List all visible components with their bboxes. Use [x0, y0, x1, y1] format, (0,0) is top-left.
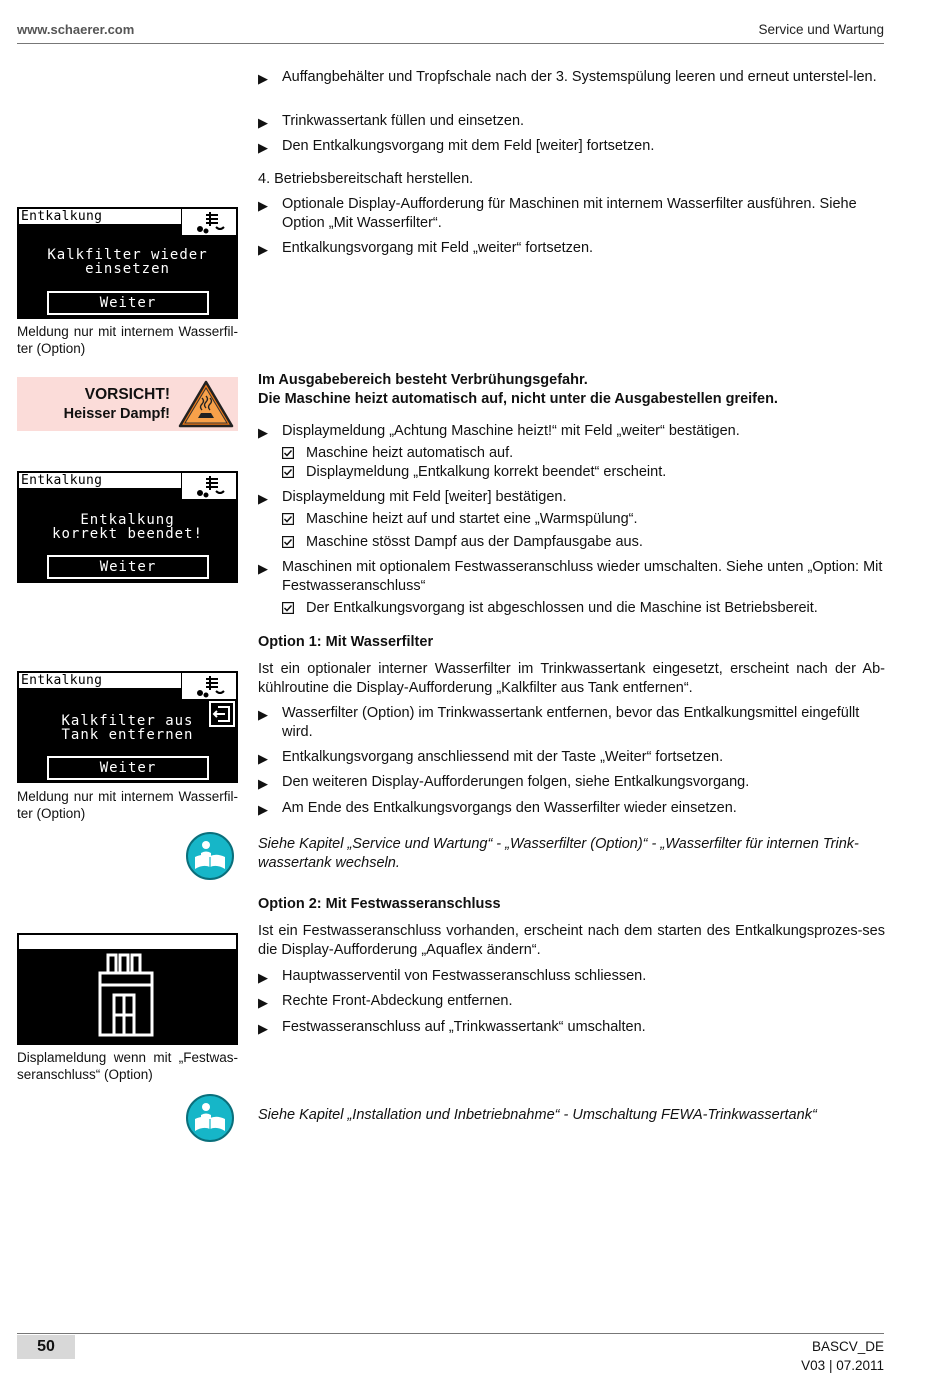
page-number: 50: [17, 1335, 75, 1359]
footer-doc-id: BASCV_DE: [811, 1339, 884, 1354]
option1-reference: Siehe Kapitel „Service und Wartung“ - „Wasserfilter (Option)“ - „Wasserfilter für internen Trink-wassertank wechseln.: [258, 836, 859, 871]
display-weiter-button[interactable]: Weiter: [47, 756, 209, 780]
read-manual-icon: [185, 1093, 235, 1143]
header-section-title: Service und Wartung: [758, 22, 884, 37]
bullet-arrow-icon: ▶: [258, 1021, 268, 1036]
bullet-arrow-icon: ▶: [258, 802, 268, 817]
display-weiter-button[interactable]: Weiter: [47, 555, 209, 579]
display-title: Entkalkung: [21, 473, 103, 488]
option1-heading: Option 1: Mit Wasserfilter: [258, 634, 434, 650]
display-weiter-button[interactable]: Weiter: [47, 291, 209, 315]
step-item: ▶ Entkalkungsvorgang mit Feld „weiter“ fortsetzen.: [258, 240, 594, 257]
checkbox-checked-icon: [282, 536, 294, 548]
bullet-arrow-icon: ▶: [258, 242, 268, 257]
step-item: ▶ Den weiteren Display-Aufforderungen folgen, siehe Entkalkungsvorgang.: [258, 774, 750, 791]
bullet-arrow-icon: ▶: [258, 995, 268, 1010]
result-item: Maschine stösst Dampf aus der Dampfausgabe aus.: [282, 533, 885, 552]
bullet-arrow-icon: ▶: [258, 707, 268, 722]
option2-reference: Siehe Kapitel „Installation und Inbetriebnahme“ - Umschaltung FEWA-Trinkwassertank“: [258, 1107, 817, 1123]
step-item: ▶ Hauptwasserventil von Festwasseranschluss schliessen.: [258, 968, 647, 985]
bullet-arrow-icon: ▶: [258, 198, 268, 213]
bullet-arrow-icon: ▶: [258, 970, 268, 985]
step-item: ▶ Wasserfilter (Option) im Trinkwassertank entfernen, bevor das Entkalkungsmittel eingefüllt wird.: [258, 705, 860, 740]
result-item: Der Entkalkungsvorgang ist abgeschlossen und die Maschine ist Betriebsbereit.: [282, 599, 885, 618]
descaling-icon: [182, 473, 236, 499]
display-title: Entkalkung: [21, 209, 103, 224]
warning-subtitle: Heisser Dampf!: [63, 406, 170, 422]
checkbox-checked-icon: [282, 447, 294, 459]
step-item: ▶ Den Entkalkungsvorgang mit dem Feld [weiter] fortsetzen.: [258, 138, 655, 155]
option1-intro: Ist ein optionaler interner Wasserfilter im Trinkwassertank eingesetzt, erscheint nach der Ab-kühlroutine die Display-Aufforderung „Kalkfilter aus Tank entfernen“.: [258, 661, 885, 696]
step4-heading: 4. Betriebsbereitschaft herstellen.: [258, 171, 474, 187]
display-entkalkung-beendet: [17, 471, 238, 583]
step-item: ▶ Am Ende des Entkalkungsvorgangs den Wasserfilter wieder einsetzen.: [258, 800, 737, 817]
option2-heading: Option 2: Mit Festwasseranschluss: [258, 896, 501, 912]
bullet-arrow-icon: ▶: [258, 425, 268, 440]
display-title: Entkalkung: [21, 673, 103, 688]
checkbox-checked-icon: [282, 602, 294, 614]
step-item: ▶ Optionale Display-Aufforderung für Maschinen mit internem Wasserfilter ausführen. Siehe Option „Mit Wasserfilter“.: [258, 196, 857, 231]
hot-steam-warning-icon: [178, 380, 234, 428]
display-kalkfilter-entfernen: [17, 671, 238, 783]
display-message-line2: einsetzen: [85, 261, 170, 277]
step-item: ▶ Auffangbehälter und Tropfschale nach der 3. Systemspülung leeren und erneut unterstel-len.: [258, 69, 877, 86]
display-caption: Displameldung wenn mit „Festwas-seranschluss“ (Option): [17, 1050, 238, 1082]
step-item: ▶ Displaymeldung „Achtung Maschine heizt!“ mit Feld „weiter“ bestätigen.: [258, 423, 740, 440]
result-item: Displaymeldung „Entkalkung korrekt beendet“ erscheint.: [282, 463, 885, 482]
display-message-line1: Entkalkung: [80, 512, 175, 528]
display-caption: Meldung nur mit internem Wasserfil-ter (Option): [17, 789, 238, 821]
footer-rule: [17, 1333, 884, 1334]
step-item: ▶ Entkalkungsvorgang anschliessend mit der Taste „Weiter“ fortsetzen.: [258, 749, 724, 766]
checkbox-checked-icon: [282, 513, 294, 525]
danger-line1: Im Ausgabebereich besteht Verbrühungsgefahr.: [258, 372, 588, 388]
descaling-icon: [182, 209, 236, 235]
header-website: www.schaerer.com: [17, 22, 135, 37]
warning-title: VORSICHT!: [84, 386, 170, 403]
result-item: Maschine heizt auf und startet eine „Warmspülung“.: [282, 510, 885, 529]
checkbox-checked-icon: [282, 466, 294, 478]
bullet-arrow-icon: ▶: [258, 751, 268, 766]
bullet-arrow-icon: ▶: [258, 115, 268, 130]
step-item: ▶ Festwasseranschluss auf „Trinkwassertank“ umschalten.: [258, 1019, 646, 1036]
danger-line2: Die Maschine heizt automatisch auf, nicht unter die Ausgabestellen greifen.: [258, 391, 778, 407]
display-aquaflex: [17, 933, 238, 1045]
read-manual-icon: [185, 831, 235, 881]
display-message-line2: korrekt beendet!: [52, 526, 203, 542]
step-item: ▶ Maschinen mit optionalem Festwasseranschluss wieder umschalten. Siehe unten „Option: Mit Festwasseranschluss“: [258, 559, 883, 594]
bullet-arrow-icon: ▶: [258, 776, 268, 791]
descaling-icon: [182, 673, 236, 699]
bullet-arrow-icon: ▶: [258, 561, 268, 576]
display-kalkfilter-einsetzen: [17, 207, 238, 319]
step-item: ▶ Trinkwassertank füllen und einsetzen.: [258, 113, 525, 130]
aquaflex-machine-icon: [98, 951, 154, 1041]
display-message-line2: Tank entfernen: [61, 727, 194, 743]
bullet-arrow-icon: ▶: [258, 491, 268, 506]
bullet-arrow-icon: ▶: [258, 140, 268, 155]
header-rule: [17, 43, 884, 44]
result-item: Maschine heizt automatisch auf.: [282, 444, 885, 463]
display-caption: Meldung nur mit internem Wasserfil-ter (Option): [17, 324, 238, 356]
display-message-line1: Kalkfilter aus: [61, 713, 194, 729]
bullet-arrow-icon: ▶: [258, 71, 268, 86]
option2-intro: Ist ein Festwasseranschluss vorhanden, erscheint nach dem starten des Entkalkungsprozes-ses die Display-Aufforderung „Aquaflex ändern“.: [258, 923, 885, 958]
step-item: ▶ Displaymeldung mit Feld [weiter] bestätigen.: [258, 489, 567, 506]
warning-box: [17, 377, 238, 431]
step-item: ▶ Rechte Front-Abdeckung entfernen.: [258, 993, 513, 1010]
display-message-line1: Kalkfilter wieder: [47, 247, 208, 263]
footer-version: V03 | 07.2011: [801, 1358, 884, 1373]
